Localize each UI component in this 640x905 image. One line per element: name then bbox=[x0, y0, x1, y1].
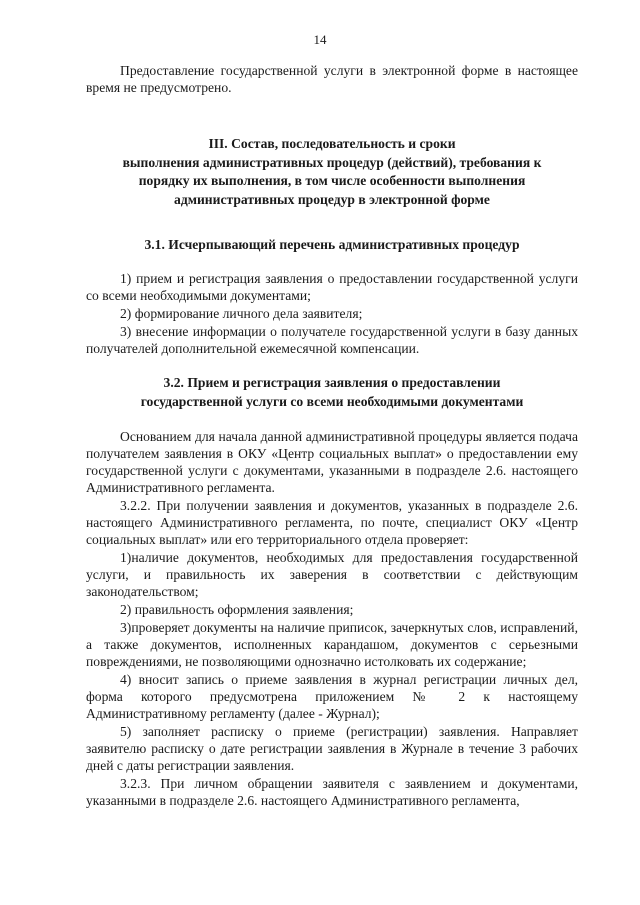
list-item: 3) внесение информации о получателе государственной услуги в базу данных получателей дополнительной ежемесячной компенсации. bbox=[86, 324, 578, 356]
body-paragraph: Основанием для начала данной административной процедуры является подача получателем заявления в ОКУ «Центр социальных выплат» о предоставлении ему государственной услуги с документами, указанными в подразделе 2.6. настоящего Административного регламента. bbox=[86, 429, 578, 495]
intro-text bbox=[86, 62, 578, 96]
body-paragraph: 1)наличие документов, необходимых для предоставления государственной услуги, и правильность их заверения в соответствии с действующим законодательством; bbox=[86, 550, 578, 599]
subsection-3-2-heading-line: государственной услуги со всеми необходимыми документами bbox=[140, 393, 524, 409]
section-heading-line: III. Состав, последовательность и сроки bbox=[208, 136, 456, 151]
section-heading-line: административных процедур в электронной форме bbox=[174, 191, 490, 207]
body-paragraph: 4) вносит запись о приеме заявления в журнал регистрации личных дел, форма которого предусмотрена приложением № 2 к настоящему Административному регламенту (далее - Журнал); bbox=[86, 672, 578, 721]
page-number: 14 bbox=[313, 32, 327, 47]
subsection-3-2-heading bbox=[86, 374, 578, 411]
section-heading-line: выполнения административных процедур (действий), требования к bbox=[122, 154, 542, 170]
subsection-3-2-heading-line: 3.2. Прием и регистрация заявления о предоставлении bbox=[163, 375, 501, 390]
section-heading bbox=[86, 135, 578, 209]
body-paragraph: 3)проверяет документы на наличие приписок, зачеркнутых слов, исправлений, а также документов, исполненных карандашом, документов с серьезными повреждениями, не позволяющими однозначно истолковать их содержание; bbox=[86, 620, 578, 669]
section-heading-line: порядку их выполнения, в том числе особенности выполнения bbox=[138, 173, 526, 188]
list-item: 1) прием и регистрация заявления о предоставлении государственной услуги со всеми необходимыми документами; bbox=[86, 271, 578, 303]
body-paragraph: 5) заполняет расписку о приеме (регистрации) заявления. Направляет заявителю расписку о дате регистрации заявления в Журнале в течение 3 рабочих дней с даты регистрации заявления. bbox=[86, 724, 578, 773]
subsection-3-1-list bbox=[86, 270, 578, 357]
subsection-3-1-heading: 3.1. Исчерпывающий перечень административных процедур bbox=[144, 237, 520, 252]
intro-paragraph: Предоставление государственной услуги в электронной форме в настоящее время не предусмотрено. bbox=[86, 63, 578, 95]
body-paragraph: 2) правильность оформления заявления; bbox=[120, 602, 354, 617]
subsection-3-2-body bbox=[86, 428, 578, 809]
body-paragraph: 3.2.2. При получении заявления и документов, указанных в подразделе 2.6. настоящего Административного регламента, по почте, специалист ОКУ «Центр социальных выплат» или его территориального отдела проверяет: bbox=[86, 498, 578, 547]
body-paragraph: 3.2.3. При личном обращении заявителя с заявлением и документами, указанными в подразделе 2.6. настоящего Административного регламента, bbox=[86, 776, 578, 808]
list-item: 2) формирование личного дела заявителя; bbox=[120, 306, 363, 321]
